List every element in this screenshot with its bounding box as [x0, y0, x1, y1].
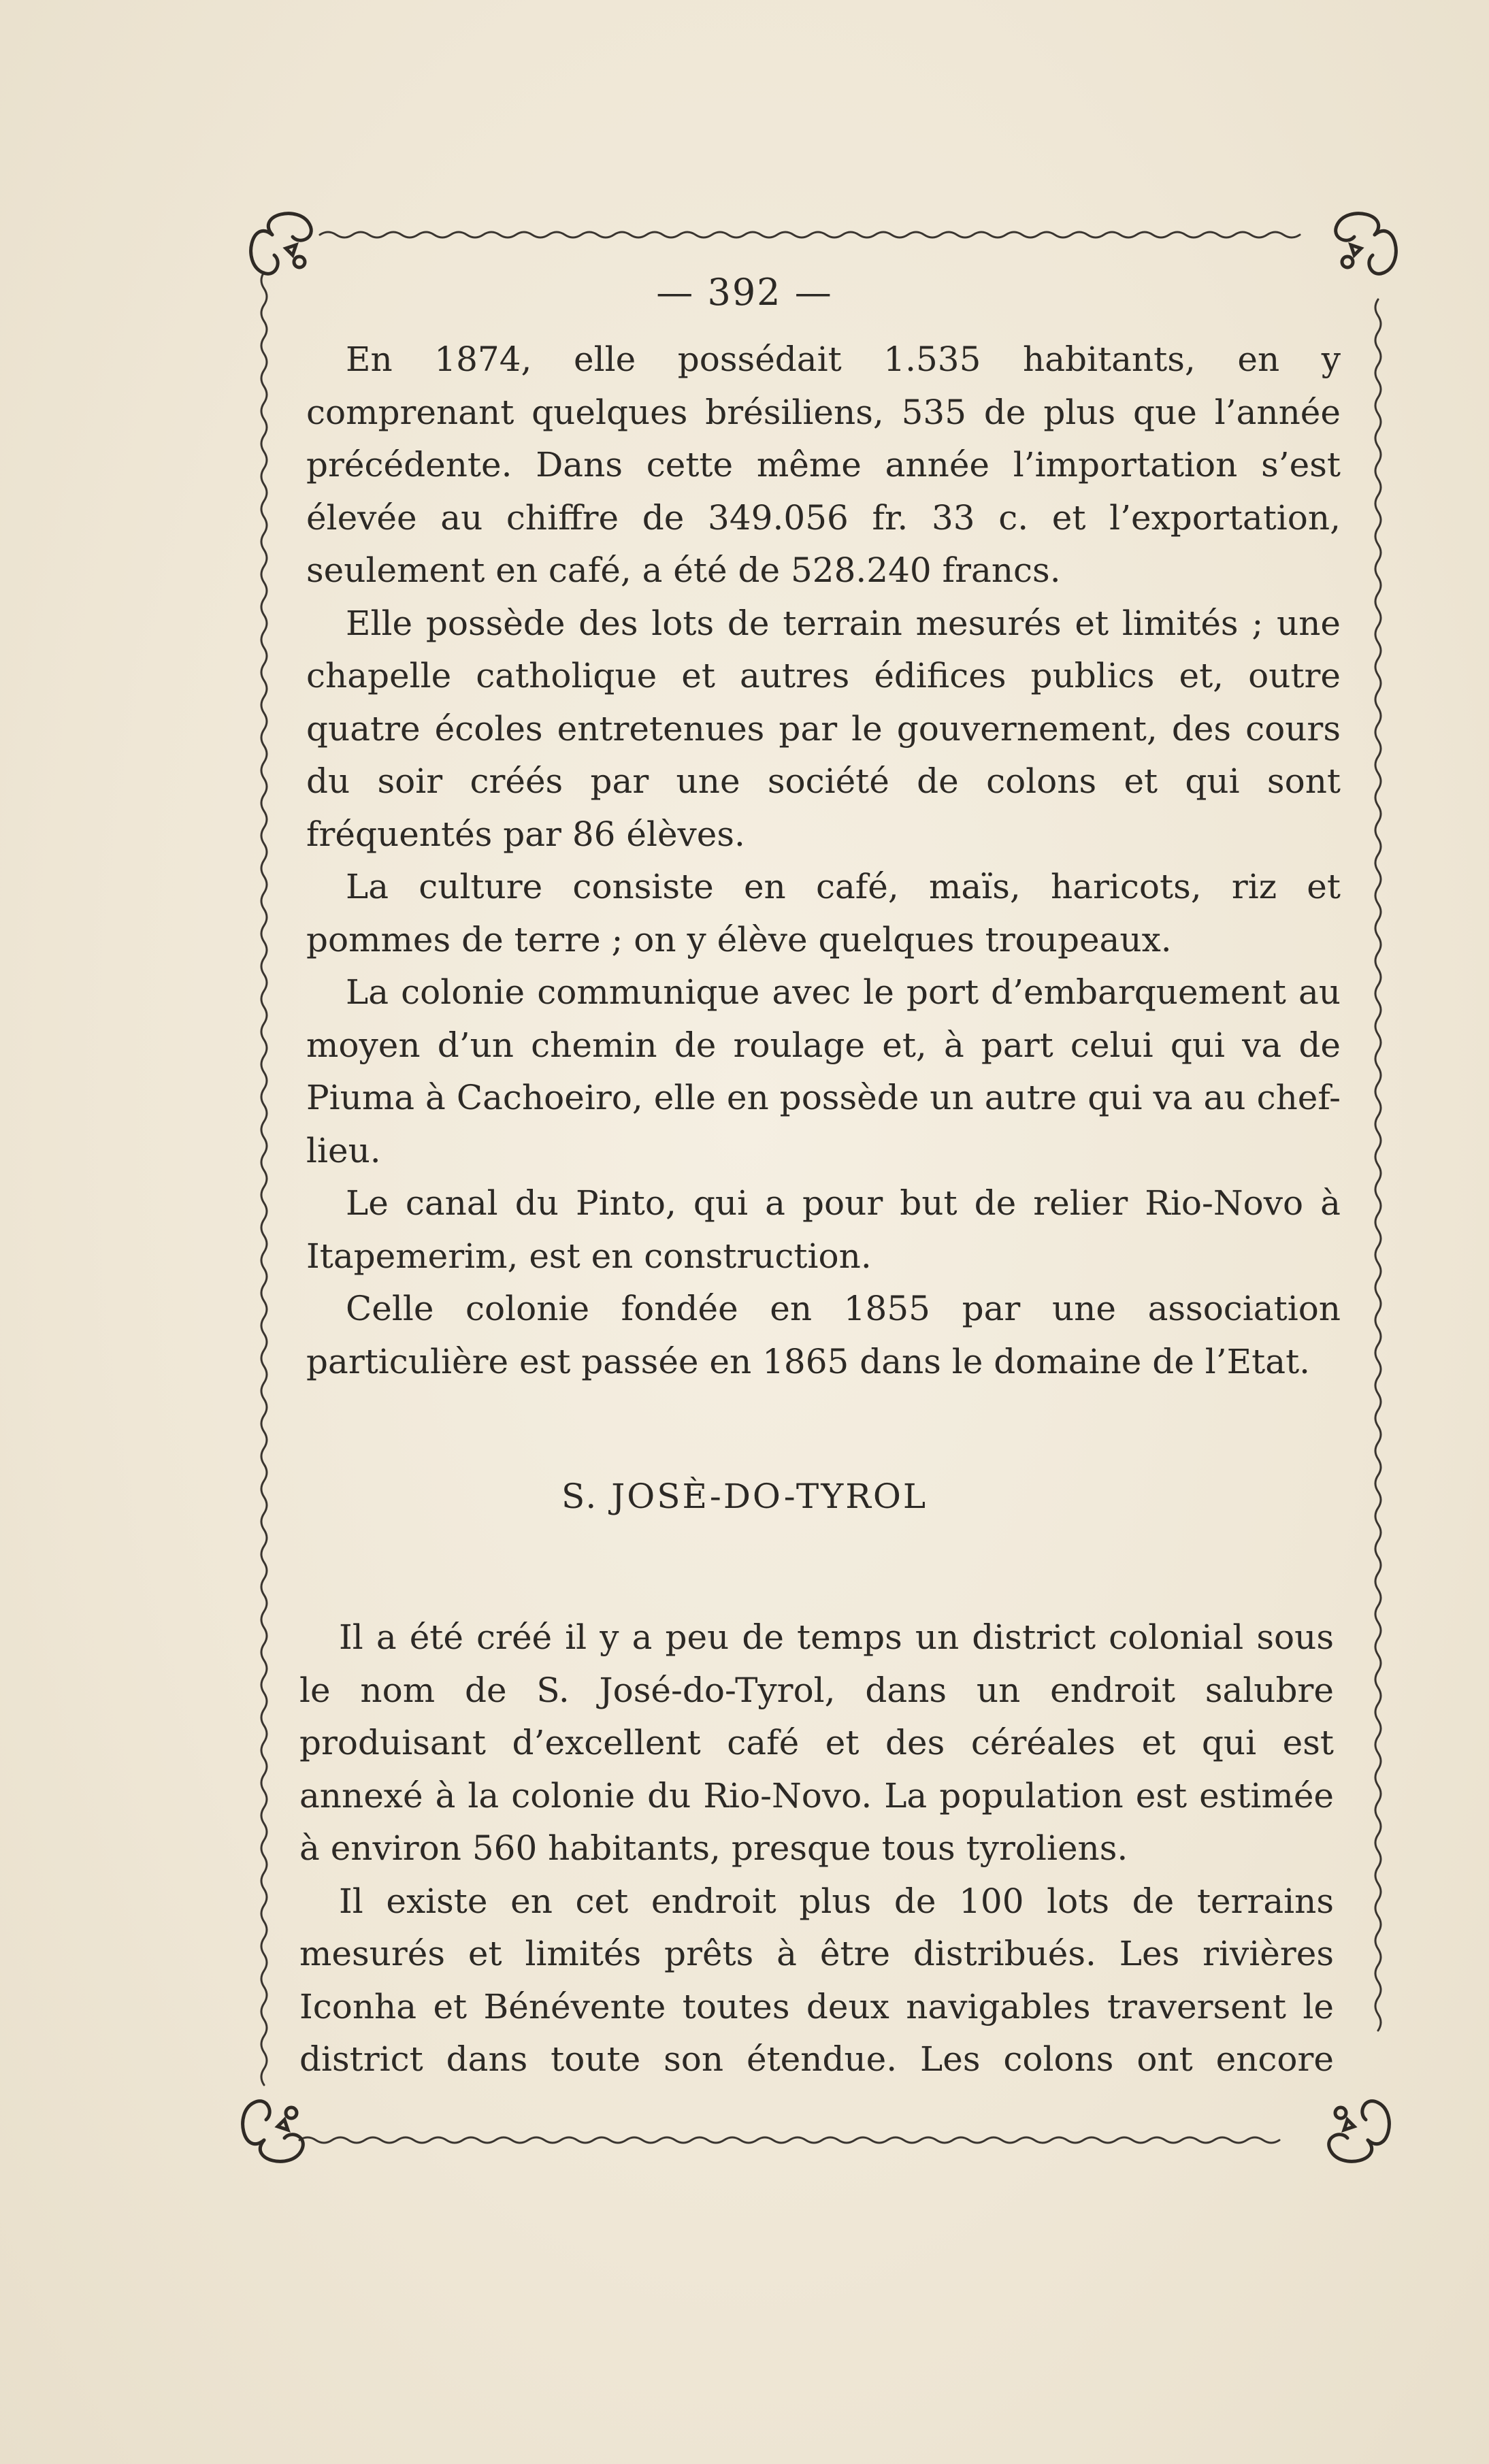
paragraph: La colonie communique avec le port d’embarquement au moyen d’un chemin de roulage et, à part celui qui va de Piuma à Cachoeiro, elle en possède un autre qui va au chef-lieu. — [306, 972, 1341, 1170]
corner-ornament-bottom-right — [1329, 2101, 1390, 2162]
section-text — [306, 333, 1341, 1388]
paragraph: Il a été créé il y a peu de temps un district colonial sous le nom de S. José-do-Tyrol, dans un endroit salubre produisant d’excellent café et des céréales et qui est annexé à la colonie du Rio-Novo. La population est estimée à environ 560 habitants, presque tous tyroliens. — [299, 1617, 1334, 1868]
section-text — [299, 1611, 1334, 2086]
page-number: — 392 — — [656, 271, 833, 314]
section-heading: S. JOSÈ-DO-TYROL — [561, 1477, 928, 1516]
paragraph: Il existe en cet endroit plus de 100 lots de terrains mesurés et limités prêts à être distribués. Les rivières Iconha et Bénévente toutes deux navigables traversent le district dans toute son étendue. Les colons ont encore — [299, 1881, 1334, 2079]
border-bottom-line — [299, 2137, 1279, 2143]
corner-ornament-bottom-left — [243, 2101, 304, 2162]
paragraph: En 1874, elle possédait 1.535 habitants, en y comprenant quelques brésiliens, 535 de plus que l’année précédente. Dans cette même année l’importation s’est élevée au chiffre de 349.056 fr. 33 c. et l’exportation, seulement en café, a été de 528.240 francs. — [306, 340, 1341, 590]
paragraph: Elle possède des lots de terrain mesurés et limités ; une chapelle catholique et autres édifices publics et, outre quatre écoles entretenues par le gouvernement, des cours du soir créés par une société de colons et qui sont fréquentés par 86 élèves. — [306, 603, 1341, 854]
border-left-line — [261, 272, 267, 2085]
paragraph: Celle colonie fondée en 1855 par une association particulière est passée en 1865 dans le domaine de l’Etat. — [306, 1289, 1341, 1381]
corner-ornament-top-right — [1336, 214, 1396, 274]
paragraph: La culture consiste en café, maïs, haricots, riz et pommes de terre ; on y élève quelques troupeaux. — [306, 867, 1341, 959]
corner-ornament-top-left — [251, 214, 312, 274]
paragraph: Le canal du Pinto, qui a pour but de relier Rio-Novo à Itapemerim, est en construction. — [306, 1183, 1341, 1276]
border-top-line — [320, 232, 1300, 237]
border-right-line — [1375, 299, 1381, 2031]
